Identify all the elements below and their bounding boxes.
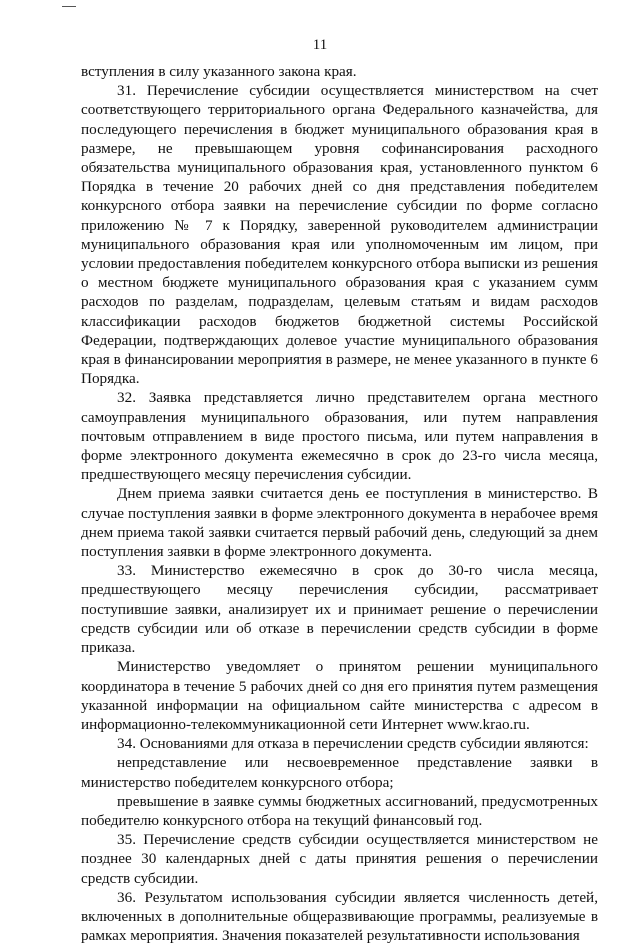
paragraph-receipt-day: Днем приема заявки считается день ее поступления в министерство. В случае поступления заявки в форме электронного документа в нерабочее время днем приема такой заявки считается первый рабочий день, следующий за днем поступления заявки в форме электронного документа. — [81, 485, 598, 561]
scan-mark — [62, 6, 76, 7]
paragraph-33: 33. Министерство ежемесячно в срок до 30-го числа месяца, предшествующего месяцу перечисления субсидии, рассматривает поступившие заявки, анализирует их и принимает решение о перечислении средств субсидии или об отказе в перечислении средств субсидии в форме приказа. — [81, 562, 598, 657]
paragraph-36: 36. Результатом использования субсидии является численность детей, включенных в дополнительные общеразвивающие программы, реализуемые в рамках мероприятия. Значения показателей результативности использования — [81, 888, 598, 945]
document-body — [81, 62, 598, 945]
page-number: 11 — [312, 37, 328, 53]
refusal-reason-2: превышение в заявке суммы бюджетных ассигнований, предусмотренных победителю конкурсного отбора на текущий финансовый год. — [81, 792, 598, 829]
paragraph-continuation: вступления в силу указанного закона края. — [81, 63, 357, 80]
paragraph-35: 35. Перечисление средств субсидии осуществляется министерством не позднее 30 календарных дней с даты принятия решения о перечислении средств субсидии. — [81, 831, 598, 887]
paragraph-31: 31. Перечисление субсидии осуществляется министерством на счет соответствующего территориального органа Федерального казначейства, для последующего перечисления в бюджет муниципального образования края в размере, не превышающем уровня софинансирования расходного обязательства муниципального образования края, установленного пунктом 6 Порядка в течение 20 рабочих дней со дня представления победителем конкурсного отбора заявки на перечисление субсидии по форме согласно приложению № 7 к Порядку, заверенной руководителем администрации муниципального образования края или уполномоченным им лицом, при условии предоставления победителем конкурсного отбора выписки из решения о местном бюджете муниципального образования края с указанием сумм расходов по разделам, подразделам, целевым статьям и видам расходов классификации расходов бюджетов бюджетной системы Российской Федерации, подтверждающих долевое участие муниципального образования края в финансировании мероприятия в размере, не менее указанного в пункте 6 Порядка. — [81, 82, 598, 388]
paragraph-34: 34. Основаниями для отказа в перечислении средств субсидии являются: — [117, 735, 589, 753]
refusal-reason-1: непредставление или несвоевременное представление заявки в министерство победителем конкурсного отбора; — [81, 754, 598, 791]
paragraph-32: 32. Заявка представляется лично представителем органа местного самоуправления муниципального образования, или путем направления почтовым отправлением в виде простого письма, или путем направления в форме электронного документа ежемесячно в срок до 23-го числа месяца, предшествующего месяцу перечисления субсидии. — [81, 389, 598, 484]
paragraph-notification: Министерство уведомляет о принятом решении муниципального координатора в течение 5 рабочих дней со дня его принятия путем размещения указанной информации на официальном сайте министерства с адресом в информационно-телекоммуникационной сети Интернет www.krao.ru. — [81, 658, 598, 733]
